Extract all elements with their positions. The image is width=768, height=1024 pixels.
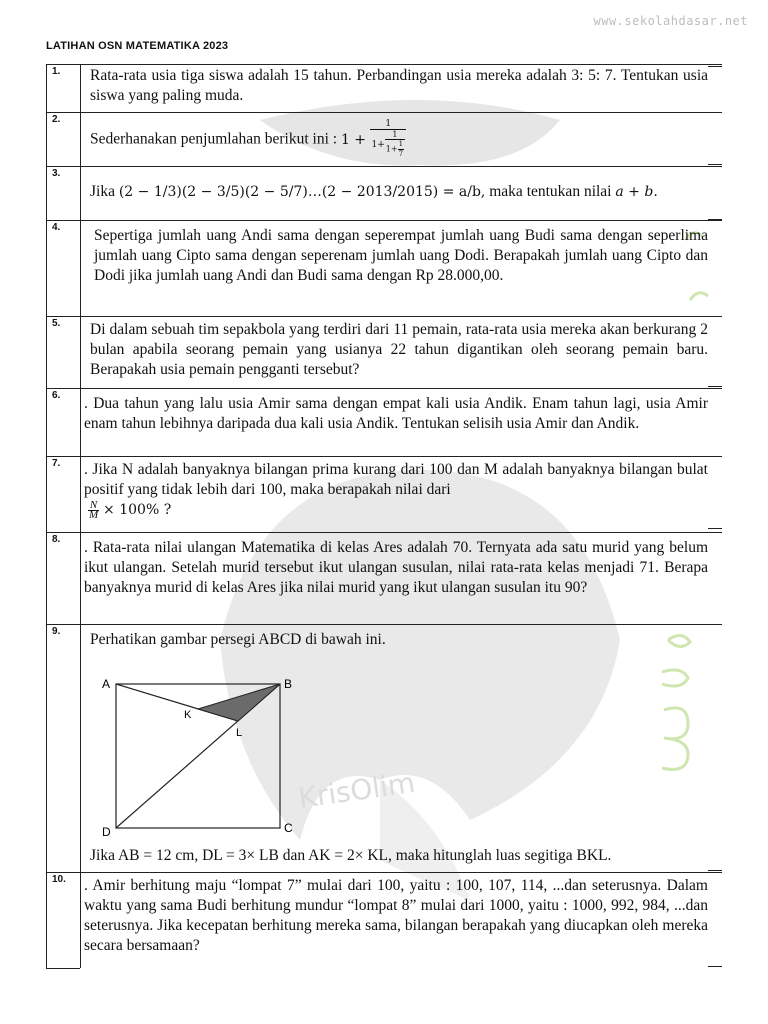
label-b: B xyxy=(284,677,293,691)
right-tick xyxy=(708,966,722,967)
label-l: L xyxy=(236,727,243,739)
right-tick xyxy=(708,66,722,67)
question-text: Sepertiga jumlah uang Andi sama dengan seperempat jumlah uang Budi sama dengan seperlima jumlah uang Cipto sama dengan seperenam jumlah uang Dodi. Berapakah jumlah uang Cipto dan Dodi jika jumlah uang Andi dan Budi sama dengan Rp 28.000,00. xyxy=(94,227,708,284)
question-row-10 xyxy=(46,872,722,968)
question-text: . Rata-rata nilai ulangan Matematika di kelas Ares adalah 70. Ternyata ada satu murid yang belum ikut ulangan. Setelah murid tersebut ikut ulangan susulan, nilai rata-rata kelas menjadi 71. Berapa banyaknya murid di kelas Ares jika nilai murid yang ikut ulangan susulan itu 90? xyxy=(84,539,708,596)
label-k: K xyxy=(184,709,192,721)
question-text: Perhatikan gambar persegi ABCD di bawah ini. xyxy=(90,631,386,648)
question-number: 7. xyxy=(52,458,61,469)
right-tick xyxy=(708,624,722,625)
question-text: Jika (2 − 1/3)(2 − 3/5)(2 − 5/7)…(2 − 2013/2015) = a/b, maka tentukan nilai a + b. xyxy=(90,183,658,200)
question-number: 4. xyxy=(52,222,61,233)
question-number: 1. xyxy=(52,66,61,77)
question-row-6 xyxy=(46,388,722,456)
question-text: . Jika N adalah banyaknya bilangan prima kurang dari 100 dan M adalah banyaknya bilangan bulat positif yang tidak lebih dari 100, maka berapakah nilai dari $\frac{N}{M}$ × 100% ? xyxy=(84,461,708,521)
question-row-5 xyxy=(46,316,722,388)
product-expression: (2 − 1/3)(2 − 3/5)(2 − 5/7)…(2 − 2013/2015) = a/b, xyxy=(118,184,486,200)
right-tick xyxy=(708,219,722,220)
question-number: 10. xyxy=(52,874,66,885)
label-a: A xyxy=(102,677,111,691)
page-title: LATIHAN OSN MATEMATIKA 2023 xyxy=(46,40,229,52)
question-number: 9. xyxy=(52,626,61,637)
question-text: Di dalam sebuah tim sepakbola yang terdiri dari 11 pemain, rata-rata usia mereka akan berkurang 2 bulan apabila seorang pemain yang usianya 22 tahun digantikan oleh seorang pemain baru. Berapakah usia pemain pengganti tersebut? xyxy=(90,321,708,378)
watermark-url: www.sekolahdasar.net xyxy=(593,14,748,28)
question-row-2 xyxy=(46,112,722,166)
question-number: 8. xyxy=(52,534,61,545)
label-d: D xyxy=(102,825,111,839)
right-tick xyxy=(708,386,722,387)
question-number: 2. xyxy=(52,114,61,125)
question-text: . Amir berhitung maju “lompat 7” mulai dari 100, yaitu : 100, 107, 114, ...dan seterusnya. Dalam waktu yang sama Budi berhitung mundur “lompat 8” mulai dari 1000, yaitu : 1000, 992, 984, ...dan seterusnya. Jika kecepatan berhitung mereka sama, bilangan berapakah yang diucapkan oleh mereka secara bersamaan? xyxy=(84,877,708,954)
question-text xyxy=(90,120,708,159)
question-table xyxy=(46,64,722,968)
question-row-9 xyxy=(46,624,722,872)
right-tick xyxy=(708,870,722,871)
table-bottom-border xyxy=(46,968,80,969)
question-row-8 xyxy=(46,532,722,624)
nested-fraction: 1 + 1 1+ 1 1+ $\frac{1}{7}$ xyxy=(341,132,406,148)
question-row-3 xyxy=(46,166,722,220)
question-number: 6. xyxy=(52,390,61,401)
right-tick xyxy=(708,164,722,165)
right-tick xyxy=(708,528,722,529)
label-c: C xyxy=(284,821,293,835)
question-text: Rata-rata usia tiga siswa adalah 15 tahun. Perbandingan usia mereka adalah 3: 5: 7. Tentukan usia siswa yang paling muda. xyxy=(90,67,708,104)
question-text-lead: Sederhanakan penjumlahan berikut ini : xyxy=(90,130,341,148)
question-condition: Jika AB = 12 cm, DL = 3× LB dan AK = 2× KL, maka hitunglah luas segitiga BKL. xyxy=(90,847,612,864)
question-number: 5. xyxy=(52,318,61,329)
question-number: 3. xyxy=(52,168,61,179)
bg-watermark-text: KrisOlim xyxy=(296,765,417,815)
question-row-1 xyxy=(46,64,722,112)
question-text: . Dua tahun yang lalu usia Amir sama dengan empat kali usia Andik. Enam tahun lagi, usia Amir enam tahun lebihnya daripada dua kali usia Andik. Tentukan selisih usia Amir dan Andik. xyxy=(84,395,708,432)
question-row-7 xyxy=(46,456,722,532)
question-row-4 xyxy=(46,220,722,316)
